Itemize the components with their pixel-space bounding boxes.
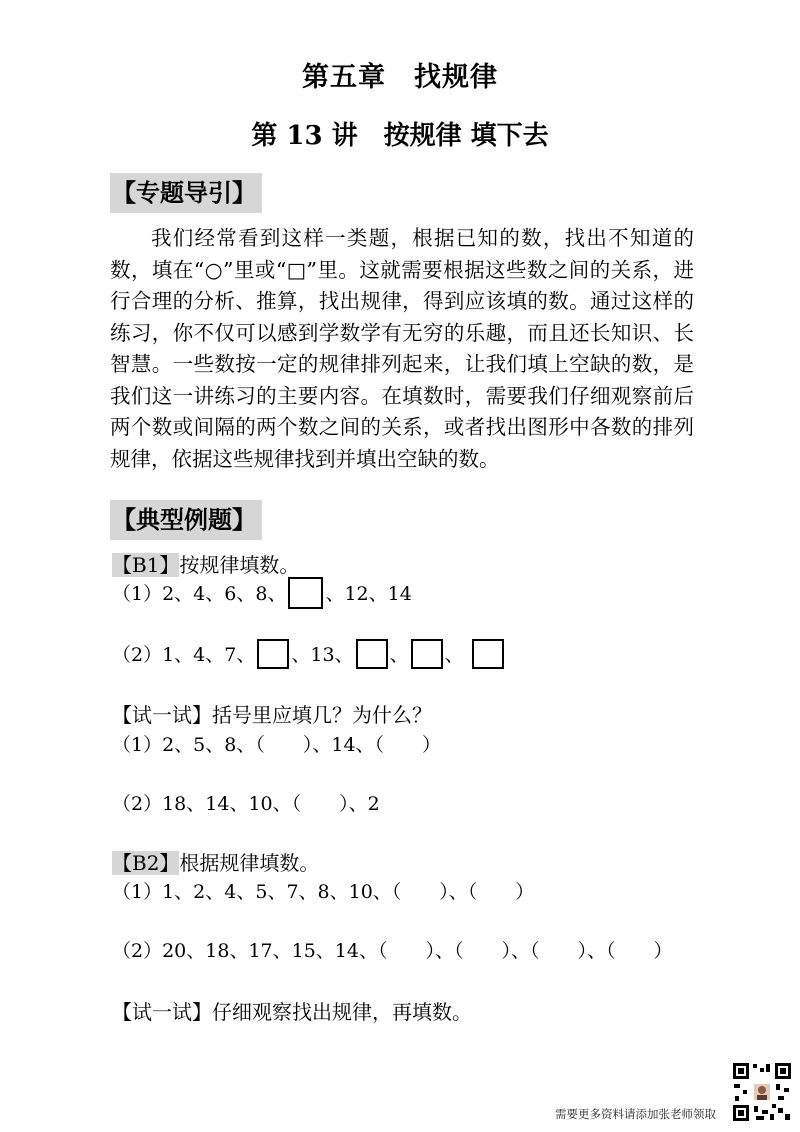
answer-box[interactable] bbox=[356, 639, 388, 669]
try2-tag: 【试一试】 bbox=[112, 1000, 212, 1024]
b1-tag: 【B1】 bbox=[112, 553, 180, 577]
intro-heading: 【专题导引】 bbox=[110, 173, 262, 213]
answer-box[interactable] bbox=[257, 639, 289, 669]
b1-question-1: （1）2、4、6、8、 、12、14 bbox=[112, 577, 412, 611]
qr-code-icon bbox=[732, 1062, 792, 1122]
b2-question-2: （2）20、18、17、15、14、（ ）、（ ）、（ ）、（ ） bbox=[112, 940, 673, 962]
b2-prompt: 根据规律填数。 bbox=[179, 851, 320, 875]
examples-heading: 【典型例题】 bbox=[110, 500, 262, 540]
try2-prompt: 仔细观察找出规律，再填数。 bbox=[212, 1000, 472, 1024]
try2-header bbox=[112, 995, 472, 1029]
b1-prompt: 按规律填数。 bbox=[179, 553, 300, 577]
answer-box[interactable] bbox=[288, 577, 323, 609]
answer-box[interactable] bbox=[472, 639, 504, 669]
answer-box[interactable] bbox=[411, 639, 443, 669]
b2-tag: 【B2】 bbox=[112, 851, 180, 875]
b1-question-2: （2）1、4、7、 、13、 、 、 bbox=[112, 638, 506, 672]
try1-header bbox=[112, 698, 432, 732]
footer-note: 需要更多资料请添加张老师领取 bbox=[555, 1107, 716, 1121]
try1-question-2: （2）18、14、10、（ ）、2 bbox=[112, 793, 380, 815]
try1-question-1: （1）2、5、8、（ ）、14、（ ） bbox=[112, 734, 442, 756]
try1-prompt: 括号里应填几？为什么？ bbox=[212, 703, 432, 727]
intro-paragraph: 我们经常看到这样一类题，根据已知的数，找出不知道的数，填在“○”里或“□”里。这就需要根据这些数之间的关系，进行合理的分析、推算，找出规律，得到应该填的数。通过这样的练习，你不仅可以感到学数学有无穷的乐趣，而且还长知识、长智慧。一些数按一定的规律排列起来，让我们填上空缺的数，是我们这一讲练习的主要内容。在填数时，需要我们仔细观察前后两个数或间隔的两个数之间的关系，或者找出图形中各数的排列规律，依据这些规律找到并填出空缺的数。 bbox=[110, 226, 694, 471]
try1-tag: 【试一试】 bbox=[112, 703, 212, 727]
chapter-title: 第五章 找规律 bbox=[302, 62, 498, 93]
b2-question-1: （1）1、2、4、5、7、8、10、（ ）、（ ） bbox=[112, 881, 535, 903]
lesson-title: 第 13 讲 按规律 填下去 bbox=[251, 121, 549, 151]
